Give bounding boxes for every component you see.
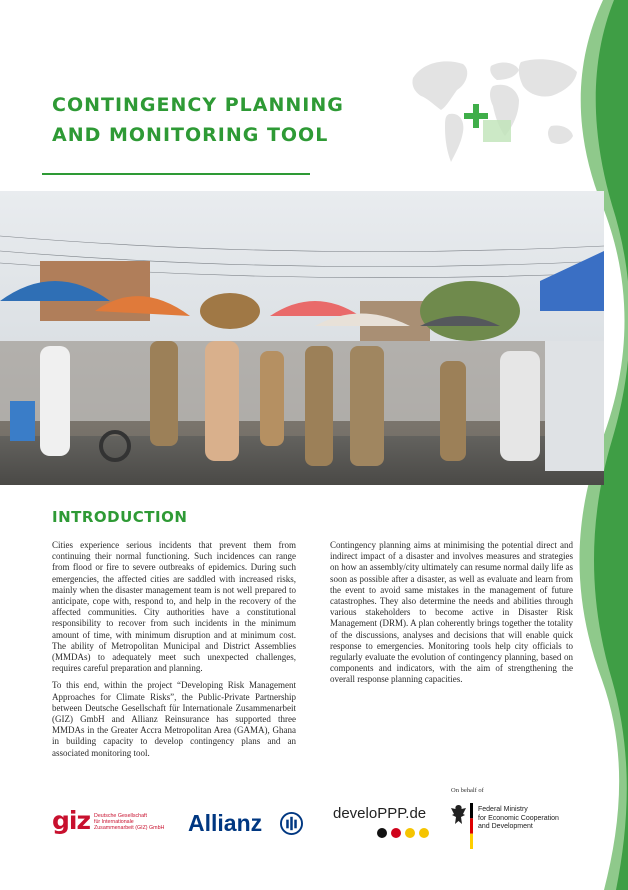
intro-right-column: [330, 540, 573, 692]
intro-paragraph: Cities experience serious incidents that prevent them from continuing their normal functioning. Such incidences can range from flood or fire to severe outbreaks of epidemics. During such emergencies, the affected cities are saddled with increased risks, mainly when the disaster management team is not well prepared to anticipate, cope with, respond to, and help in the recovery of the affected communities. City authorities have a constitutional responsibility to recover from such incidents in the minimum amount of time, with minimum disruption and at minimum cost. The ability of Metropolitan Municipal and District Assemblies (MMDAs) to adequately meet such unexpected challenges, requires careful preparation and planning.: [52, 540, 296, 674]
developpp-wordmark: develoPPP.de: [333, 805, 427, 822]
plus-icon: [464, 104, 488, 128]
market-photo: [0, 191, 604, 485]
allianz-wordmark: Allianz: [188, 810, 263, 836]
federal-eagle-icon: [450, 804, 467, 826]
title-underline: [42, 173, 310, 175]
on-behalf-of-label: On behalf of: [451, 787, 484, 794]
bmz-logo-text: Federal Ministry for Economic Cooperation and Development: [478, 806, 559, 830]
world-map-icon: [405, 40, 585, 175]
bmz-logo: [450, 800, 600, 855]
section-heading-introduction: INTRODUCTION: [52, 508, 188, 526]
intro-left-column: [52, 540, 296, 765]
german-flag-bar: [470, 803, 473, 849]
intro-paragraph: To this end, within the project “Developing Risk Management Approaches for Climate Risks”, the Public-Private Partnership between Deutsche Gesellschaft für Internationale Zusammenarbeit (GIZ) GmbH and Allianz Reinsurance has supported three MMDAs in the Greater Accra Metropolitan Area (GAMA), Ghana in building capacity to develop contingency plans and an associated monitoring tool.: [52, 680, 296, 758]
developpp-dots-icon: [376, 826, 436, 840]
allianz-emblem-icon: [280, 812, 303, 835]
intro-paragraph: Contingency planning aims at minimising the potential direct and indirect impact of a disaster and involves measures and strategies on how an assembly/city ultimately can resume normal daily life as soon as possible after a disaster, as well as evaluate and learn from the event to avoid same mistakes in the management of future catastrophes. They also determine the needs and abilities through various stakeholders to become active in Disaster Risk Management (DRM). A plan coherently brings together the totality of the discussions, analyses and decisions that will enable quick response to emergencies. Monitoring tools help city officials to regularly evaluate the evolution of contingency planning, based on components and indicators, with the aim of strengthening the overall response planning capacities.: [330, 540, 573, 685]
giz-logo-mark: giz: [52, 806, 91, 835]
page-title: CONTINGENCY PLANNING AND MONITORING TOOL: [52, 94, 344, 146]
allianz-logo: [188, 806, 313, 840]
giz-logo: [52, 806, 182, 840]
giz-logo-text: Deutsche Gesellschaft für Internationale Zusammenarbeit (GIZ) GmbH: [94, 813, 165, 832]
developpp-logo: [333, 804, 433, 844]
